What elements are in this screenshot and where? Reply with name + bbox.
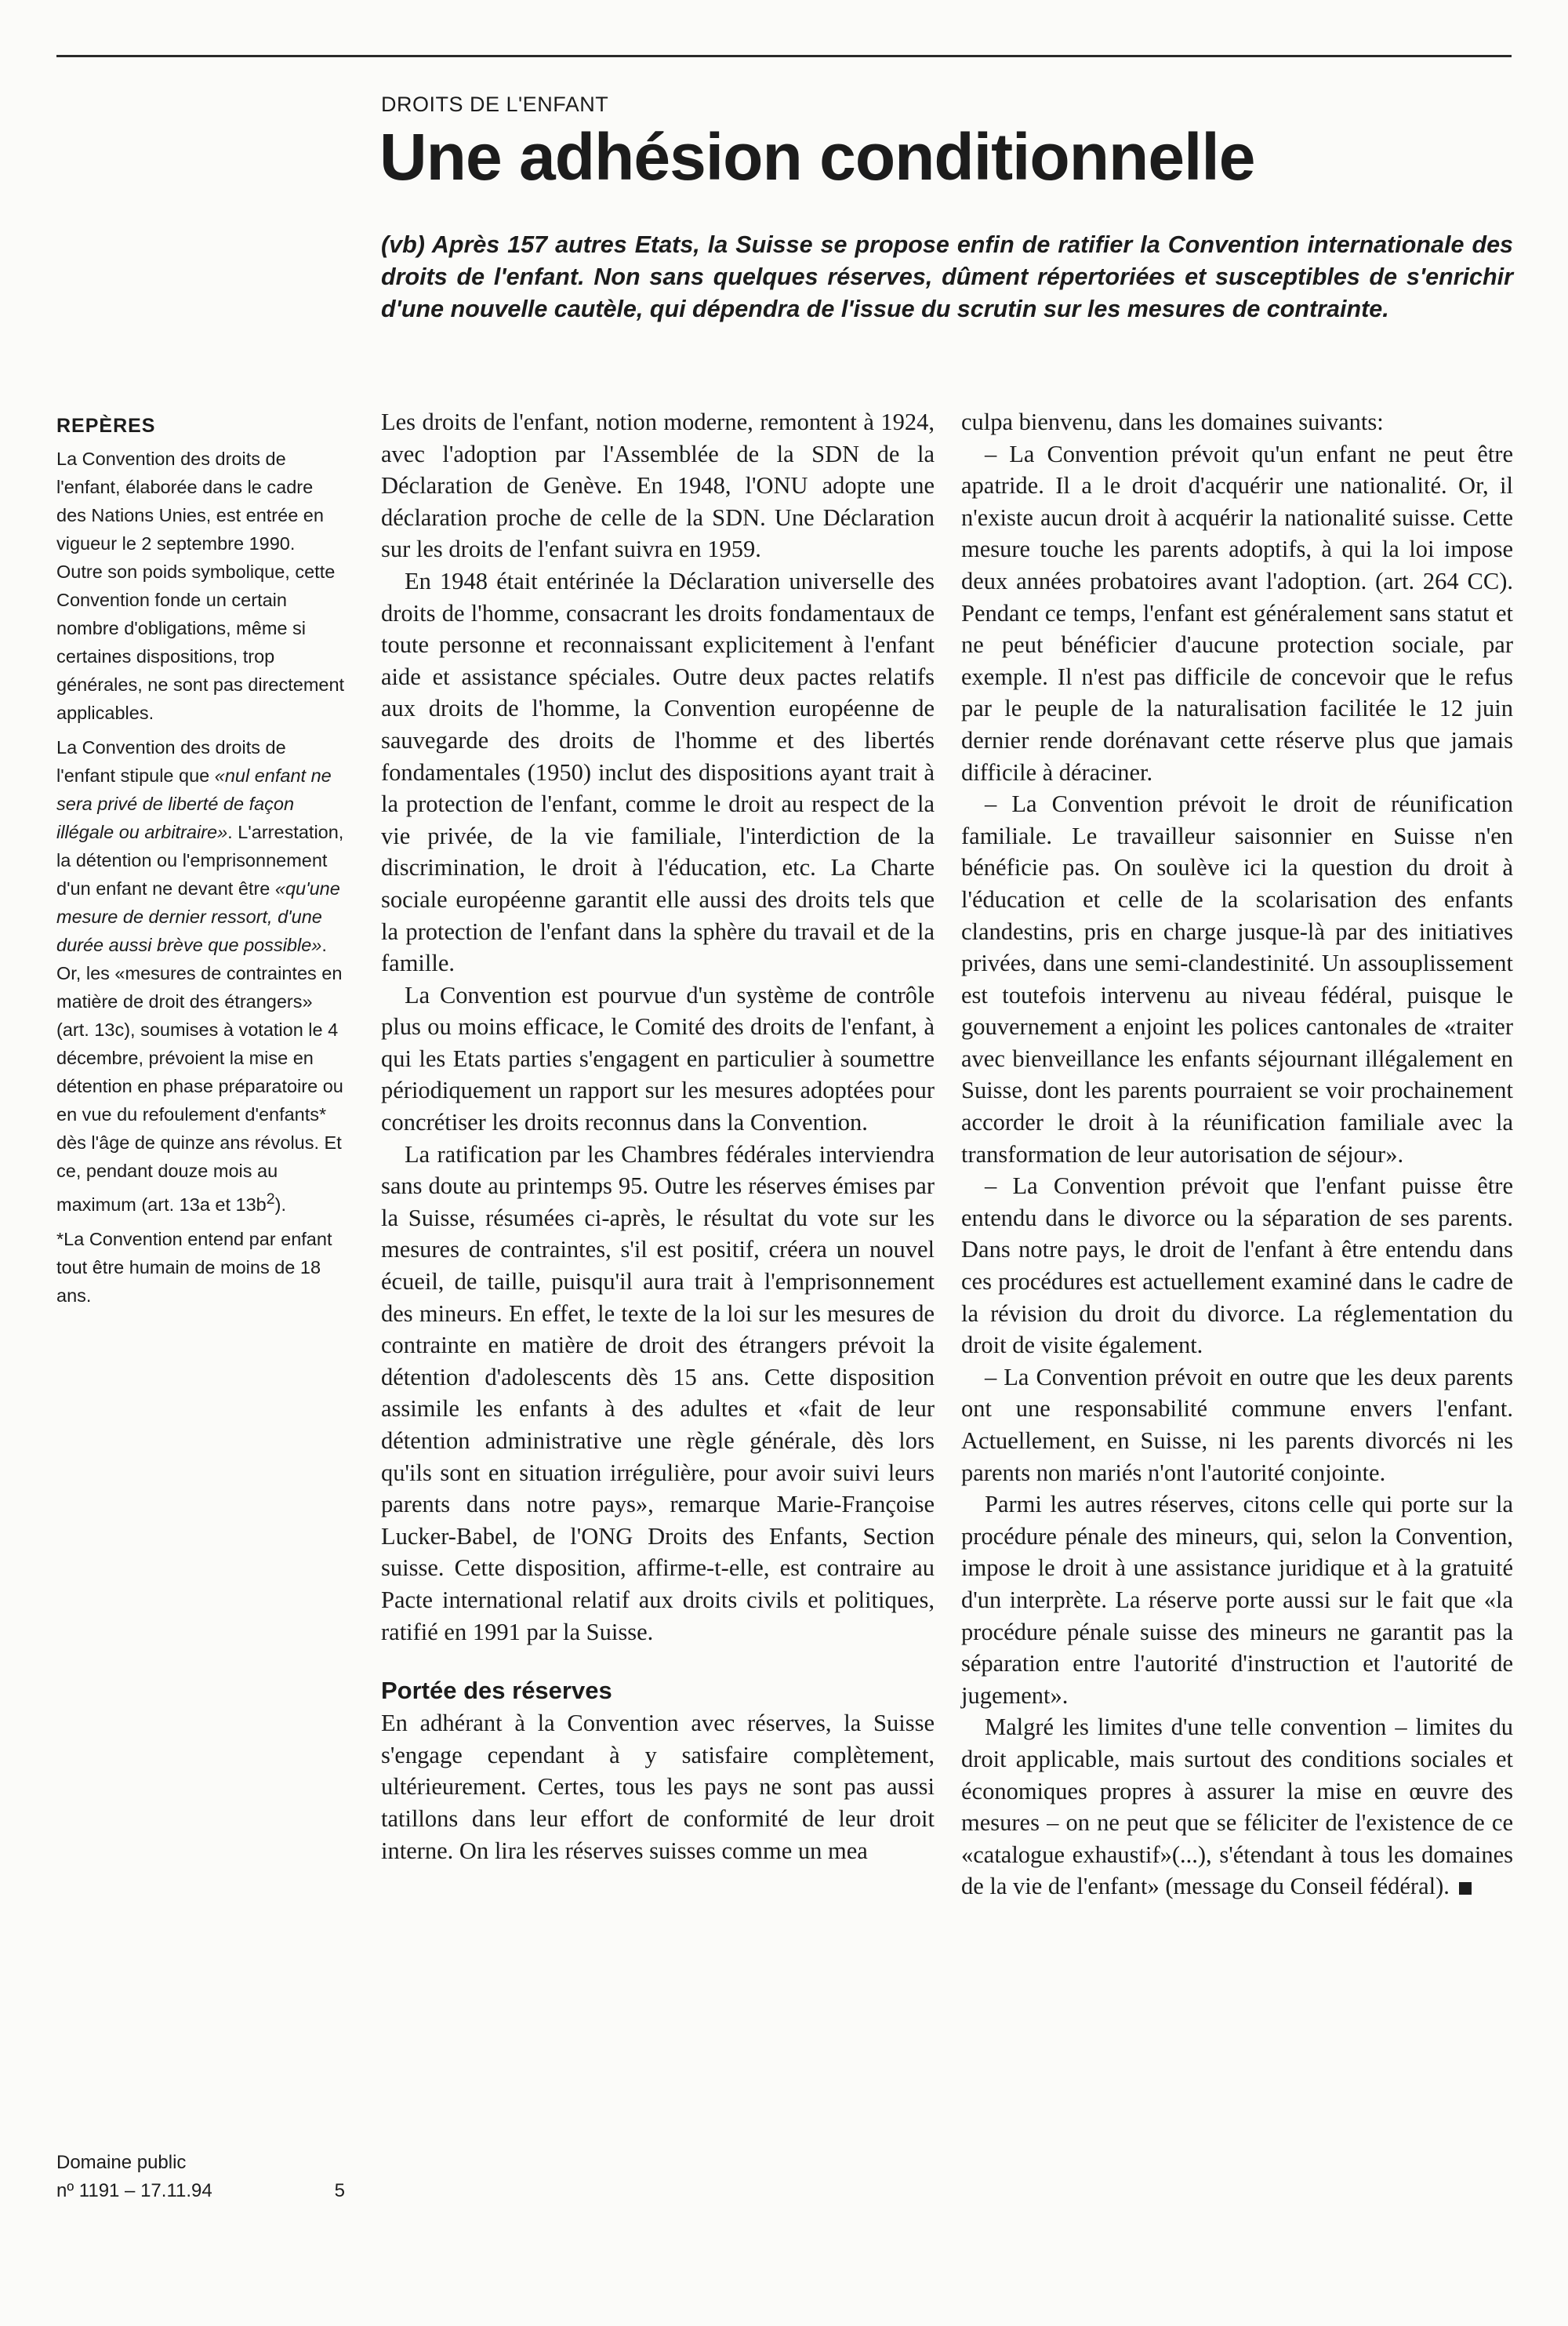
sidebar-text: La Convention des droits de l'enfant stipule que xyxy=(56,737,286,786)
publication-name: Domaine public xyxy=(56,2152,187,2173)
sidebar-quote: «nul enfant ne sera privé de liberté de façon illégale ou arbitraire» xyxy=(56,765,332,842)
sidebar-superscript: 2 xyxy=(266,1190,275,1208)
body-column-1 xyxy=(381,406,935,1866)
body-paragraph: – La Convention prévoit que l'enfant puisse être entendu dans le divorce ou la séparation de ses parents. Dans notre pays, le droit de l'enfant à être entendu dans ces procédures est actuellement examiné dans le cadre de la révision du droit du divorce. La réglementation du droit de visite également. xyxy=(961,1172,1513,1359)
page-footer xyxy=(56,2149,345,2205)
closing-text: Malgré les limites d'une telle convention – limites du droit applicable, mais surtout des conditions sociales et économiques propres à assurer la mise en œuvre des mesures – on ne peut que se féliciter de l'existence de ce «catalogue exhaustif»(...), s'étendant à tous les domaines de la vie de l'enfant» (message du Conseil fédéral). xyxy=(961,1714,1513,1900)
body-paragraph: culpa bienvenu, dans les domaines suivants: xyxy=(961,409,1384,435)
body-column-2 xyxy=(961,406,1513,1903)
body-paragraph: Parmi les autres réserves, citons celle qui porte sur la procédure pénale des mineurs, qui, selon la Convention, impose le droit à une assistance juridique et à la gratuité d'un interprète. La réserve porte aussi sur le fait que «la procédure pénale suisse des mineurs ne garantit pas la séparation entre l'autorité d'instruction et l'autorité de jugement». xyxy=(961,1491,1513,1709)
top-rule xyxy=(56,55,1512,57)
sidebar-paragraph xyxy=(56,733,345,1219)
body-paragraph xyxy=(961,1711,1513,1903)
article-title: Une adhésion conditionnelle xyxy=(379,120,1255,194)
section-rubric: DROITS DE L'ENFANT xyxy=(381,93,609,116)
body-paragraph: En adhérant à la Convention avec réserves, la Suisse s'engage cependant à y satisfaire complètement, ultérieurement. Certes, tous les pays ne sont pas aussi tatillons dans leur effort de conformité de leur droit interne. On lira les réserves suisses comme un mea xyxy=(381,1710,935,1864)
sidebar-text: . L'arrestation, la détention ou l'emprisonnement d'un enfant ne devant être xyxy=(56,822,344,899)
body-paragraph: – La Convention prévoit qu'un enfant ne peut être apatride. Il a le droit d'acquérir une nationalité. Or, il n'existe aucun droit à acquérir la nationalité suisse. Cette mesure touche les parents adoptifs, à qui la loi impose deux années probatoires avant l'adoption. (art. 264 CC). Pendant ce temps, l'enfant est généralement sans statut et ne peut bénéficier d'aucune protection sociale, par exemple. Il n'est pas difficile de concevoir que le refus par le peuple de la naturalisation facilitée le 12 juin dernier rende dorénavant cette réserve plus que jamais difficile à déraciner. xyxy=(961,440,1513,786)
body-paragraph: En 1948 était entérinée la Déclaration universelle des droits de l'homme, consacrant les droits fondamentaux de toute personne et reconnaissant explicitement à l'enfant aide et assistance spéciales. Outre deux pactes relatifs aux droits de l'homme, la Convention européenne de sauvegarde des droits de l'homme et des libertés fondamentales (1950) inclut des dispositions ayant trait à la protection de l'enfant, comme le droit au respect de la vie privée, de la vie familiale, l'interdiction de la discrimination, le droit à l'éducation, etc. La Charte sociale européenne garantit elle aussi des droits tels que la protection de l'enfant dans la sphère du travail et de la famille. xyxy=(381,567,935,977)
body-paragraph: La Convention est pourvue d'un système de contrôle plus ou moins efficace, le Comité des droits de l'enfant, à qui les Etats parties s'engagent en particulier à soumettre périodiquement un rapport sur les mesures adoptées pour concrétiser les droits reconnus dans la Convention. xyxy=(381,981,935,1136)
subheading: Portée des réserves xyxy=(381,1677,612,1705)
body-paragraph: – La Convention prévoit en outre que les deux parents ont une responsabilité commune envers l'enfant. Actuellement, en Suisse, ni les parents divorcés ni les parents non mariés n'ont l'autorité conjointe. xyxy=(961,1363,1513,1486)
body-paragraph: La ratification par les Chambres fédérales interviendra sans doute au printemps 95. Outre les réserves émises par la Suisse, résumées ci-après, le résultat du vote sur les mesures de contraintes, s'il est positif, créera un nouvel écueil, de taille, puisqu'il aura trait à l'emprisonnement des mineurs. En effet, le texte de la loi sur les mesures de contrainte en matière de droit des étrangers prévoit la détention d'adolescents dès 15 ans. Cette disposition assimile les enfants à des adultes et «fait de leur détention administrative une règle générale, dès lors qu'ils sont en situation irrégulière, pour avoir suivi leurs parents dans notre pays», remarque Marie-Françoise Lucker-Babel, de l'ONG Droits des Enfants, Section suisse. Cette disposition, affirme-t-elle, est contraire au Pacte international relatif aux droits civils et politiques, ratifié en 1991 par la Suisse. xyxy=(381,1140,935,1645)
issue-number: nº 1191 – 17.11.94 xyxy=(56,2180,212,2201)
sidebar-paragraph: La Convention des droits de l'enfant, élaborée dans le cadre des Nations Unies, est entrée en vigueur le 2 septembre 1990. Outre son poids symbolique, cette Convention fonde un certain nombre d'obligations, même si certaines dispositions, trop générales, ne sont pas directement applicables. xyxy=(56,449,345,723)
body-paragraph: Les droits de l'enfant, notion moderne, remontent à 1924, avec l'adoption par l'Assemblée de la SDN de la Déclaration de Genève. En 1948, l'ONU adopte une déclaration proche de celle de la SDN. Une Déclaration sur les droits de l'enfant suivra en 1959. xyxy=(381,409,935,563)
reperes-sidebar xyxy=(56,412,345,1316)
sidebar-text: . Or, les «mesures de contraintes en matière de droit des étrangers» (art. 13c), soumises à votation le 4 décembre, prévoient la mise en détention en phase préparatoire ou en vue du refoulement d'enfants* dès l'âge de quinze ans révolus. Et ce, pendant douze mois au maximum (art. 13a et 13b xyxy=(56,935,343,1215)
issue-row xyxy=(56,2177,345,2205)
sidebar-heading: REPÈRES xyxy=(56,415,156,437)
sidebar-quote: «qu'une mesure de dernier ressort, d'une durée aussi brève que possible» xyxy=(56,878,340,955)
sidebar-text: ). xyxy=(274,1194,286,1215)
page-number: 5 xyxy=(334,2180,345,2201)
body-paragraph: – La Convention prévoit le droit de réunification familiale. Le travailleur saisonnier en Suisse n'en bénéficie pas. On soulève ici la question du droit à l'éducation et celle de la scolarisation des enfants clandestins, pris en charge jusque-là par des initiatives privées, dans une semi-clandestinité. Un assouplissement est toutefois intervenu au niveau fédéral, puisque le gouvernement a enjoint les polices cantonales de «traiter avec bienveillance les enfants séjournant illégalement en Suisse, dont les parents pourraient se voir prochainement accorder le droit à la réunification familiale avec la transformation de leur autorisation de séjour». xyxy=(961,790,1513,1168)
article-lead: (vb) Après 157 autres Etats, la Suisse se propose enfin de ratifier la Convention internationale des droits de l'enfant. Non sans quelques réserves, dûment répertoriées et susceptibles de s'enrichir d'une nouvelle cautèle, qui dépendra de l'issue du scrutin sur les mesures de contrainte. xyxy=(381,231,1513,322)
end-mark-icon xyxy=(1459,1882,1472,1895)
sidebar-footnote: *La Convention entend par enfant tout être humain de moins de 18 ans. xyxy=(56,1228,332,1306)
